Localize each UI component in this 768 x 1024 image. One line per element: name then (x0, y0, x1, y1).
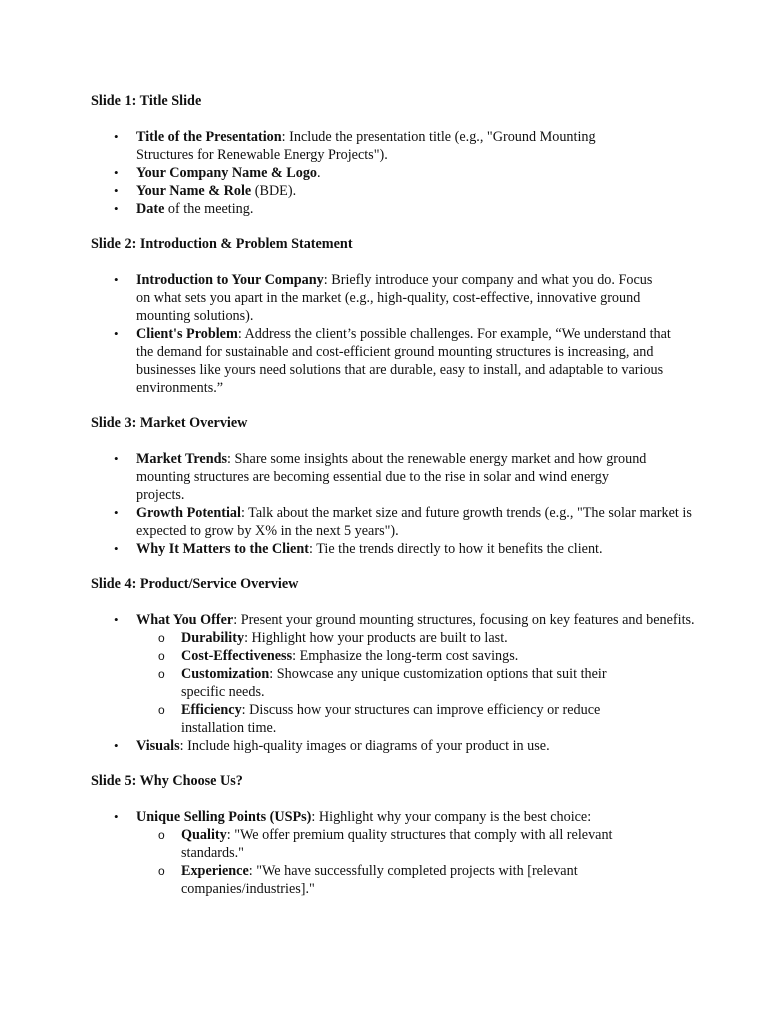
item-label: Date (136, 201, 165, 217)
item-label: Visuals (136, 738, 180, 754)
list-item (91, 504, 716, 540)
item-text: : "We offer premium quality structures that comply with all relevant standards." (181, 827, 613, 861)
sub-bullet-icon: o (158, 703, 165, 717)
item-text: : Tie the trends directly to how it benefits the client. (308, 541, 603, 557)
sub-list-item (136, 629, 731, 647)
item-text: : Emphasize the long-term cost savings. (292, 648, 519, 664)
item-label: Customization (181, 666, 270, 682)
item-label: Introduction to Your Company (136, 272, 324, 288)
item-label: Experience (181, 863, 249, 879)
item-label: Your Company Name & Logo (136, 165, 318, 181)
section-heading: Slide 5: Why Choose Us? (91, 773, 243, 789)
item-text: : Showcase any unique customization options that suit their specific needs. (181, 666, 607, 700)
sub-bullet-icon: o (158, 864, 165, 878)
item-text: : Address the client’s possible challenges. For example, “We understand that the demand for sustainable and cost-efficient ground mounting structures is increasing, and businesses like yours need solutions that are durable, easy to install, and adaptable to various environments.” (136, 326, 671, 396)
list-item (91, 808, 691, 898)
sub-bullet-icon: o (158, 649, 165, 663)
section-slide-2 (91, 235, 691, 397)
item-label: Title of the Presentation (136, 129, 282, 145)
list-item (91, 200, 691, 218)
section-slide-5 (91, 772, 691, 898)
item-text: : Include the presentation title (e.g., "Ground Mounting Structures for Renewable Energy Projects"). (136, 129, 596, 163)
item-text: : Highlight why your company is the best choice: (311, 809, 592, 825)
bullet-icon: • (114, 505, 119, 520)
item-text: : Briefly introduce your company and what you do. Focus on what sets you apart in the market (e.g., high-quality, cost-effective, innovative ground mounting solutions). (136, 272, 653, 324)
bullet-icon: • (114, 326, 119, 341)
section-heading: Slide 2: Introduction & Problem Statement (91, 236, 353, 252)
item-label: Unique Selling Points (USPs) (136, 809, 312, 825)
sub-bullet-icon: o (158, 828, 165, 842)
document-body (91, 92, 695, 915)
bullet-icon: • (114, 201, 119, 216)
list-item (91, 450, 656, 504)
bullet-list (91, 271, 691, 397)
item-label: Your Name & Role (136, 183, 252, 199)
item-label: What You Offer (136, 612, 234, 628)
sub-bullet-icon: o (158, 667, 165, 681)
section-slide-3 (91, 414, 691, 558)
bullet-icon: • (114, 183, 119, 198)
item-label: Market Trends (136, 451, 228, 467)
section-slide-1 (91, 92, 691, 218)
sub-list-item (136, 701, 641, 737)
item-text: : Present your ground mounting structures, focusing on key features and benefits. (233, 612, 695, 628)
bullet-icon: • (114, 165, 119, 180)
bullet-list (91, 611, 695, 755)
bullet-list (91, 128, 691, 218)
item-label: Efficiency (181, 702, 242, 718)
item-label: Quality (181, 827, 227, 843)
bullet-icon: • (114, 272, 119, 287)
sub-list-item (136, 862, 641, 898)
list-item (91, 182, 691, 200)
sub-list-item (136, 665, 641, 701)
item-label: Durability (181, 630, 245, 646)
item-text: of the meeting. (164, 201, 254, 217)
section-heading: Slide 1: Title Slide (91, 93, 202, 109)
sub-bullet-icon: o (158, 631, 165, 645)
section-heading: Slide 4: Product/Service Overview (91, 576, 299, 592)
bullet-list (91, 808, 691, 898)
list-item (91, 737, 691, 755)
sub-bullet-list (136, 826, 691, 898)
item-text: : Discuss how your structures can improve efficiency or reduce installation time. (181, 702, 601, 736)
section-slide-4 (91, 575, 695, 755)
bullet-icon: • (114, 541, 119, 556)
item-label: Cost-Effectiveness (181, 648, 293, 664)
list-item (91, 540, 691, 558)
sub-bullet-list (136, 629, 731, 737)
item-label: Growth Potential (136, 505, 241, 521)
bullet-icon: • (114, 612, 119, 627)
bullet-icon: • (114, 738, 119, 753)
sub-list-item (136, 826, 641, 862)
section-heading: Slide 3: Market Overview (91, 415, 248, 431)
list-item (91, 611, 731, 737)
item-label: Client's Problem (136, 326, 238, 342)
item-text: : Highlight how your products are built to last. (244, 630, 508, 646)
bullet-icon: • (114, 451, 119, 466)
item-text: . (317, 165, 321, 181)
item-text: (BDE). (251, 183, 297, 199)
item-label: Why It Matters to the Client (136, 541, 309, 557)
item-text: : "We have successfully completed projects with [relevant companies/industries]." (181, 863, 578, 897)
item-text: : Share some insights about the renewable energy market and how ground mounting structures are becoming essential due to the rise in solar and wind energy projects. (136, 451, 647, 503)
item-text: : Talk about the market size and future growth trends (e.g., "The solar market is expected to grow by X% in the next 5 years"). (136, 505, 692, 539)
sub-list-item (136, 647, 731, 665)
list-item (91, 128, 626, 164)
list-item (91, 325, 681, 397)
bullet-icon: • (114, 129, 119, 144)
item-text: : Include high-quality images or diagrams of your product in use. (179, 738, 550, 754)
bullet-list (91, 450, 691, 558)
bullet-icon: • (114, 809, 119, 824)
list-item (91, 271, 656, 325)
list-item (91, 164, 691, 182)
